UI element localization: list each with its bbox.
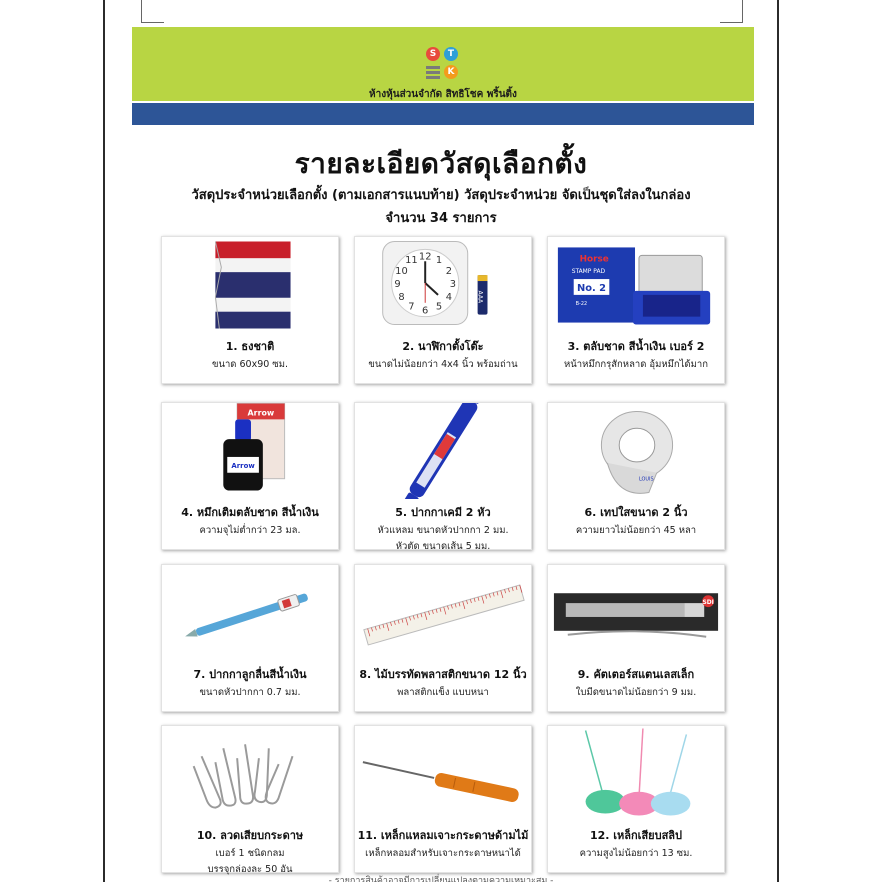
- item-card-marker: [354, 402, 532, 550]
- clock-number: 1: [435, 255, 443, 267]
- item-detail: ใบมีดขนาดไม่น้อยกว่า 9 มม.: [575, 687, 697, 698]
- item-card-ink: [161, 402, 339, 550]
- item-name: 6. เทปใสขนาด 2 นิ้ว: [584, 506, 688, 519]
- paperclips-image: [162, 726, 338, 822]
- crop-mark-left: [141, 0, 164, 23]
- item-name: 10. ลวดเสียบกระดาษ: [196, 829, 304, 842]
- clock-number: 11: [405, 255, 418, 267]
- marker-image: [355, 403, 531, 499]
- bill-spike-image: [548, 726, 724, 822]
- cutter-image: [548, 565, 724, 661]
- item-detail: บรรจุกล่องละ 50 อัน: [207, 864, 293, 875]
- stamp-pad-image: [548, 237, 724, 333]
- logo-letter-t: T: [444, 47, 458, 61]
- tape-roll-image: [548, 403, 724, 499]
- item-detail: พลาสติกแข็ง แบบหนา: [397, 687, 489, 698]
- item-name: 2. นาฬิกาตั้งโต๊ะ: [402, 340, 484, 353]
- cutter-brand: SDI: [702, 599, 714, 607]
- clock-number: 3: [449, 278, 457, 290]
- document-page: [103, 0, 779, 882]
- item-card-tape: [547, 402, 725, 550]
- ink-bottle-image: [162, 403, 338, 499]
- item-card-ruler: [354, 564, 532, 712]
- page-title: รายละเอียดวัสดุเลือกตั้ง: [294, 147, 588, 180]
- clock-number: 7: [408, 301, 415, 313]
- item-name: 9. คัตเตอร์สแตนเลสเล็ก: [577, 668, 695, 681]
- item-detail: เหล็กหลอมสำหรับเจาะกระดาษหนาได้: [365, 848, 521, 859]
- ballpoint-pen-image: [162, 565, 338, 661]
- item-detail: หัวตัด ขนาดเส้น 5 มม.: [395, 541, 491, 552]
- clock-number: 6: [422, 305, 429, 317]
- item-card-flag: [161, 236, 339, 384]
- item-detail: เบอร์ 1 ชนิดกลม: [215, 848, 285, 859]
- item-name: 11. เหล็กแหลมเจาะกระดาษด้ามไม้: [357, 829, 529, 842]
- footer-note: - รายการสินค้าอาจมีการเปลี่ยนแปลงตามความเหมาะสม -: [328, 876, 554, 882]
- ink-bottle-brand: Arrow: [231, 461, 255, 470]
- battery-label: AAA: [476, 290, 484, 304]
- item-card-paperclips: [161, 725, 339, 873]
- item-card-pen: [161, 564, 339, 712]
- item-name: 4. หมึกเติมตลับชาด สีน้ำเงิน: [181, 506, 319, 519]
- awl-image: [355, 726, 531, 822]
- tape-brand: LOUIS: [638, 476, 654, 483]
- clock-image: [355, 237, 531, 333]
- clock-number: 5: [435, 301, 443, 313]
- header-blue-band: [132, 103, 754, 125]
- ruler-image: [355, 565, 531, 661]
- item-count: จำนวน 34 รายการ: [385, 211, 497, 226]
- clock-number: 9: [394, 278, 401, 290]
- stamp-pad-label: STAMP PAD: [571, 268, 606, 276]
- clock-number: 2: [445, 266, 453, 278]
- ink-box-brand: Arrow: [247, 408, 275, 418]
- item-name: 1. ธงชาติ: [225, 340, 275, 353]
- stamp-size: B-22: [575, 300, 588, 307]
- logo-letter-k: K: [444, 65, 458, 79]
- thai-flag-image: [162, 237, 338, 333]
- item-detail: หัวแหลม ขนาดหัวปากกา 2 มม.: [377, 525, 509, 536]
- company-name: ห้างหุ้นส่วนจำกัด สิทธิโชค พริ้นติ้ง: [369, 89, 517, 100]
- item-name: 5. ปากกาเคมี 2 หัว: [395, 506, 491, 519]
- clock-number: 4: [445, 291, 453, 303]
- item-name: 12. เหล็กเสียบสลิป: [589, 829, 683, 842]
- clock-number: 12: [418, 251, 432, 263]
- clock-number: 10: [395, 266, 408, 278]
- item-detail: ความจุไม่ต่ำกว่า 23 มล.: [199, 525, 301, 536]
- logo-letter-s: S: [426, 47, 440, 61]
- item-detail: หน้าหมึกกรุสักหลาด อุ้มหมึกได้มาก: [564, 359, 708, 370]
- item-detail: ความยาวไม่น้อยกว่า 45 หลา: [575, 525, 697, 536]
- item-card-clock: [354, 236, 532, 384]
- clock-number: 8: [398, 291, 405, 303]
- item-card-cutter: [547, 564, 725, 712]
- stamp-number: No. 2: [576, 282, 607, 294]
- item-card-awl: [354, 725, 532, 873]
- item-detail: ความสูงไม่น้อยกว่า 13 ซม.: [579, 848, 693, 859]
- item-card-stamp-pad: [547, 236, 725, 384]
- logo-lines-icon: [426, 65, 440, 79]
- item-detail: ขนาด 60x90 ซม.: [211, 359, 289, 370]
- item-card-spike: [547, 725, 725, 873]
- item-name: 3. ตลับชาด สีน้ำเงิน เบอร์ 2: [567, 340, 705, 353]
- item-detail: ขนาดไม่น้อยกว่า 4x4 นิ้ว พร้อมถ่าน: [368, 359, 518, 370]
- item-name: 7. ปากกาลูกลื่นสีน้ำเงิน: [193, 668, 307, 681]
- stamp-brand: Horse: [579, 254, 609, 265]
- crop-mark-right: [720, 0, 743, 23]
- company-logo: [424, 47, 464, 85]
- item-name: 8. ไม้บรรทัดพลาสติกขนาด 12 นิ้ว: [359, 668, 527, 681]
- page-subtitle: วัสดุประจำหน่วยเลือกตั้ง (ตามเอกสารแนบท้าย) วัสดุประจำหน่วย จัดเป็นชุดใส่ลงในกล่อง: [191, 188, 691, 203]
- item-detail: ขนาดหัวปากกา 0.7 มม.: [199, 687, 301, 698]
